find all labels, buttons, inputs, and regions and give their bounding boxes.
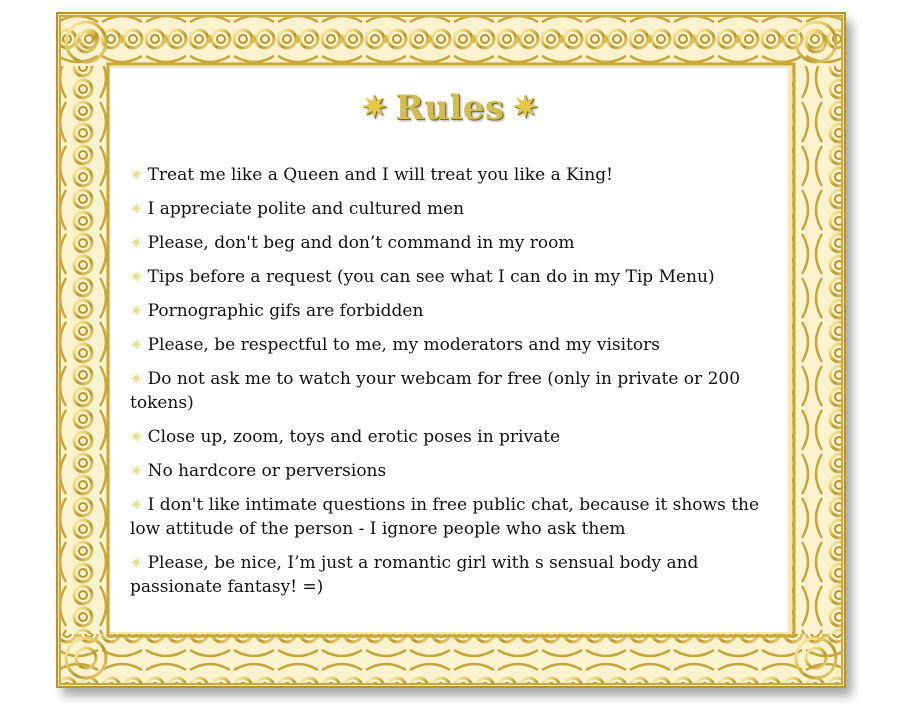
rules-list (130, 163, 770, 609)
rule-item (130, 197, 770, 221)
rule-text: Please, don't beg and don’t command in my room (147, 233, 575, 253)
rule-item (130, 367, 770, 415)
rule-text: Pornographic gifs are forbidden (147, 301, 424, 321)
star-bullet-icon: ✷ (130, 370, 143, 388)
rule-text: I appreciate polite and cultured men (147, 199, 465, 219)
rule-item (130, 425, 770, 449)
star-bullet-icon: ✷ (130, 554, 143, 572)
rule-text: I don't like intimate questions in free public chat, because it shows the low attitude of the person - I ignore people who ask them (130, 495, 760, 539)
star-bullet-icon: ✷ (130, 234, 143, 252)
rule-item (130, 493, 770, 541)
star-bullet-icon: ✷ (130, 336, 143, 354)
rule-item (130, 265, 770, 289)
rule-item (130, 551, 770, 599)
star-bullet-icon: ✷ (130, 428, 143, 446)
rule-text: Do not ask me to watch your webcam for free (only in private or 200 tokens) (130, 369, 741, 413)
page-title (0, 88, 900, 128)
star-bullet-icon: ✷ (130, 268, 143, 286)
rule-text: Tips before a request (you can see what I can do in my Tip Menu) (147, 267, 715, 287)
title-text: Rules (395, 88, 505, 128)
rule-text: Treat me like a Queen and I will treat you like a King! (147, 165, 613, 185)
star-icon: ✷ (512, 90, 539, 125)
rule-item (130, 163, 770, 187)
rule-item (130, 459, 770, 483)
rule-text: Please, be nice, I’m just a romantic girl with s sensual body and passionate fantasy! =) (130, 553, 699, 597)
rule-item (130, 333, 770, 357)
rule-text: No hardcore or perversions (147, 461, 387, 481)
star-bullet-icon: ✷ (130, 166, 143, 184)
rule-item (130, 299, 770, 323)
star-icon: ✷ (361, 90, 388, 125)
star-bullet-icon: ✷ (130, 496, 143, 514)
star-bullet-icon: ✷ (130, 200, 143, 218)
rule-text: Close up, zoom, toys and erotic poses in private (147, 427, 561, 447)
rule-text: Please, be respectful to me, my moderators and my visitors (147, 335, 660, 355)
star-bullet-icon: ✷ (130, 302, 143, 320)
rule-item (130, 231, 770, 255)
star-bullet-icon: ✷ (130, 462, 143, 480)
